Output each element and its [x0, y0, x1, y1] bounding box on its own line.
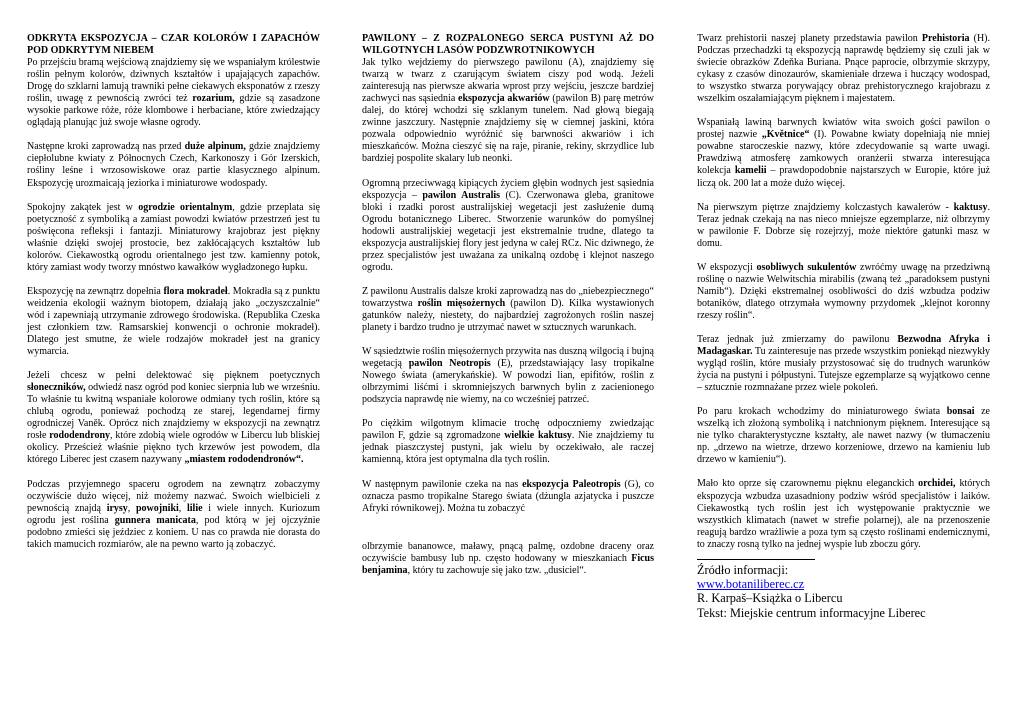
paragraph-cacti: Po ciężkim wilgotnym klimacie trochę odpoczniemy zwiedzając pawilon F, gdzie są zgromadzone wielkie kaktusy. Nie znajdziemy tu jednak piaszczystej pustyni, jak wielu by oczekiwało, ale raczej kamienną, która jest optymalna dla tych roślin. — [362, 418, 655, 466]
sources-block — [697, 563, 990, 620]
section-heading-pavilions: PAWILONY – Z ROZPALONEGO SERCA PUSTYNI AŻ DO WILGOTNYCH LASÓW PODZWROTNIKOWYCH — [362, 33, 654, 57]
sources-website-link[interactable]: www.botaniliberec.cz — [697, 577, 805, 592]
paragraph-rosarium: Po przejściu bramą wejściową znajdziemy się we wspaniałym królestwie roślin pełnym kolorów, dziwnych kształtów i upajających zapachów. Drogę do szklarni lamują trawniki pełne ciekawych eksponatów z rzeszy roślin, uwagę z pewnością zwróci też rozarium, gdzie są zasadzone wysokie parkowe róże, róże klombowe i herbaciane, które zwiedzający oglądają planując już swoje własne ogrody. — [27, 57, 320, 129]
column-outdoor-exposition — [27, 33, 320, 551]
paragraph-prehistoria: Twarz prehistorii naszej planety przedstawia pawilon Prehistoria (H). Podczas przechadzki tą ekspozycją naprawdę będziemy się czuli jak w świecie obrazków Zdeňka Buriana. Pnące paprocie, olbrzymie skrzypy, cykasy z czasów dinozaurów, skamieniałe drzewa i huczący wodospad, to wszystko stwarza porywający obraz prehistorycznego krajobrazu z wszelkim oszałamiającym pięknem i majestatem. — [697, 33, 990, 105]
sources-book: R. Karpaš–Książka o Libercu — [697, 591, 843, 606]
paragraph-australis: Ogromną przeciwwagą kipiących życiem głębin wodnych jest sąsiednia ekspozycja – pawilon Australis (C). Czerwonawa gleba, granitowe bloki i rzadki porost australijskiej wegetacji jest zasłużenie dumą Ogrodu botanicznego Liberec. Stworzenie warunków do pomyślnej hodowli australijskiej wegetacji jest ekstremalnie trudne, dlatego ta ekspozycja australijskiej flory jest jedyna w całej RCz. Nic dziwnego, że przez specjalistów jest uważana za unikalną ozdobę i klejnot naszego ogrodu. — [362, 177, 654, 273]
section-heading-outdoor: ODKRYTA EKSPOZYCJA – CZAR KOLORÓW I ZAPACHÓW POD ODKRYTYM NIEBEM — [27, 33, 320, 57]
paragraph-neotropis: W sąsiedztwie roślin mięsożernych przywita nas duszną wilgocią i bujną wegetacją pawilon Neotropis (E), przedstawiający lasy tropikalne Nowego świata (amerykańskie). W powodzi lian, epifitów, roślin z olbrzymimi liśćmi i skromniejszych barwnych bylin z zacienionego podszycia naprawdę nie wiemy, na co wcześniej patrzeć. — [362, 346, 654, 406]
paragraph-carnivorous-plants: Z pawilonu Australis dalsze kroki zaprowadzą nas do „niebezpiecznego“ towarzystwa roślin mięsożernych (pawilon D). Kilka wystawionych gatunków należy, niestety, do najbardziej zagrożonych roślin naszej planety i bardzo trudno je utrzymać nawet w sztucznych warunkach. — [362, 285, 654, 334]
paragraph-sunflowers-rhododendrons: Jeżeli chcesz w pełni delektować się pięknem poetycznych słoneczników, odwiedź nasz ogród pod koniec sierpnia lub we wrześniu. To właśnie tu kwitną wspaniałe kolorowe odmiany tych roślin, które są chlubą ogrodu, ponieważ pochodzą ze starej, legendarnej firmy ogrodniczej Vaněk. Oprócz nich znajdziemy w ekspozycji na zewnątrz rosłe rododendrony, które zdobią wiele ogrodów w Libercu lub bliskiej okolicy. Prześcież właśnie piękno tych krzewów jest powodem, dla którego Liberec jest czasem nazywany „miastem rododendronów“. — [27, 370, 320, 466]
paragraph-cacti-first-floor: Na pierwszym piętrze znajdziemy kolczastych kawalerów - kaktusy. Teraz jednak czekają na nas nieco mniejsze egzemplarze, niż olbrzymy w pawilonie F. Dobrze się rozejrzyj, może niektóre gatunki masz w domu. — [697, 201, 990, 249]
sources-text-credit: Tekst: Miejskie centrum informacyjne Liberec — [697, 605, 926, 620]
paragraph-kvetnice: Wspaniałą lawiną barwnych kwiatów wita swoich gości pawilon o prostej nazwie „Květnice“ (I). Powabne kwiaty dopełniają nie mniej powabne staroczeskie nazwy, które zdecydowanie są warte uwagi. Prawdziwą atmosferę zamkowych oranżerii stwarza interesująca kolekcja kamelii – prawdopodobnie najstarszych w Europie, które już liczą ok. 200 lat a może dużo więcej. — [697, 117, 990, 189]
sources-divider — [697, 559, 815, 560]
paragraph-bonsai: Po paru krokach wchodzimy do miniaturowego świata bonsai ze wszelką ich złożoną symboliką i natchnionym pięknem. Interesujące są nie tylko charakterystyczne kształty, ale nawet nazwy (w tłumaczeniu np. „drzewo na wietrze, drzewo korzeniowe, drzewo na kamieniu lub drzewo w kamieniu“). — [697, 406, 990, 466]
paragraph-dry-africa-madagascar: Teraz jednak już zmierzamy do pawilonu Bezwodna Afryka i Madagaskar. Tu zainteresuje nas przede wszystkim poniekąd niezwykły wygląd roślin, które musiały przystosować się do trudnych warunków życia na pustyni i półpustyni. Tutejsze egzemplarze są wyjątkowo cenne – sztucznie rozmnażane przez wiele pokoleń. — [697, 333, 990, 394]
column-pavilions — [362, 33, 654, 577]
paragraph-paleotropis: W następnym pawilonie czeka na nas ekspozycja Paleotropis (G), co oznacza pasmo tropikalne Starego świata (dżungla azjatycka i puszcze Afryki równikowej). Można tu zobaczyć — [362, 478, 654, 514]
paragraph-irises-gunnera: Podczas przyjemnego spaceru ogrodem na zewnątrz zobaczymy oczywiście dużo więcej, niż możemy nazwać. Swoich wielbicieli z pewnością znajdą irysy, powojniki, lilie i wiele innych. Kuriozum ogrodu jest roślina gunnera manicata, pod którą w jej ojczyźnie podobno zmieści się jeździec z koniem. U nas co prawda nie dorasta do takich mamucich rozmiarów, ale na pewno warto ją zobaczyć. — [27, 478, 321, 550]
sources-title: Źródło informacji: — [697, 562, 789, 577]
paragraph-alpinum: Następne kroki zaprowadzą nas przed duże alpinum, gdzie znajdziemy ciepłolubne kwiaty z Północnych Czech, Karkonoszy i Gór Izerskich, rośliny leśne i wrzosowiskowe oraz partie klasycznego alpinum. Ekspozycję urozmaicają jeziorka i miniaturowe wodospady. — [27, 141, 320, 189]
paragraph-paleotropis-continued: olbrzymie bananowce, maławy, pnącą palmę, ozdobne draceny oraz oczywiście bambusy lub np. często hodowany w mieszkaniach Ficus benjamina, który tu zachowuje się jako tzw. „dusiciel“. — [362, 540, 654, 576]
paragraph-gap — [362, 515, 654, 541]
paragraph-oriental-garden: Spokojny zakątek jest w ogrodzie orientalnym, gdzie przeplata się poetyczność z symboliką a zamiast powodzi kwiatów przestrzeń jest tu poświęcona refleksji i fantazji. Miniaturowy krajobraz jest piękny właśnie dzięki swojej prostocie, bez zakłócających kształtów lub kolorów. Ciekawostką ogrodu orientalnego jest tzw. kamienny potok, który zamiast wody tworzy mnóstwo kawałków wygładzonego łupku. — [27, 201, 320, 273]
paragraph-orchids: Mało kto oprze się czarownemu pięknu eleganckich orchidei, których ekspozycja wzbudza uzasadniony podziw wśród specjalistów i laików. Ciekawostką tych roślin jest ich występowanie praktycznie we wszystkich klimatach (nawet w strefie polarnej), ale na przenoszenie reagują bardzo wrażliwie a poza tym są często roślinami endemicznymi, to znaczy rosną tylko na jednej wyspie lub zboczu góry. — [697, 478, 990, 550]
paragraph-succulents: W ekspozycji osobliwych sukulentów zwróćmy uwagę na przedziwną roślinę o nazwie Welwitschia mirabilis (zwaną też „paradoksem pustyni Namib“). Dzięki ekstremalnej osobliwości do dziś wzbudza podziw botaników, dlatego otrzymała wymowny przydomek „klejnot koronny rzeszy roślin“. — [697, 261, 990, 321]
column-pavilions-continued — [697, 33, 990, 620]
paragraph-aquariums: Jak tylko wejdziemy do pierwszego pawilonu (A), znajdziemy się twarzą w twarz z czarującym światem ciszy pod wodą. Jeżeli zainteresują nas pierwsze akwaria wprost przy wejściu, jeszcze bardziej zachwyci nas sąsiednia ekspozycja akwariów (pawilon B) parę metrów dalej, do której wchodzi się szklanym tunelem. Nad głową biegają zwinne jaszczury. Następnie znajdziemy się w ciemnej jaskini, która pozwala odpowiednio wyróżnić się barwności akwariów i ich mieszkańców. Można cieszyć się na raje, piranie, rekiny, skrzydlice lub bardziej pospolite skalary lub neonki. — [362, 57, 654, 165]
paragraph-wetland-flora: Ekspozycję na zewnątrz dopełnia flora mokradeł. Mokradła są z punktu weidzenia ekologii ważnym biotopem, działają jako „oczyszczalnie“ wód i zapewniają utrzymanie zdrowego środowiska. (Republika Czeska jest członkiem tzw. Ramsarskiej konwencji o ochronie mokradeł). Dlatego jest smutne, że wiele rodzajów mokradeł jest na granicy wymarcia. — [27, 285, 320, 358]
